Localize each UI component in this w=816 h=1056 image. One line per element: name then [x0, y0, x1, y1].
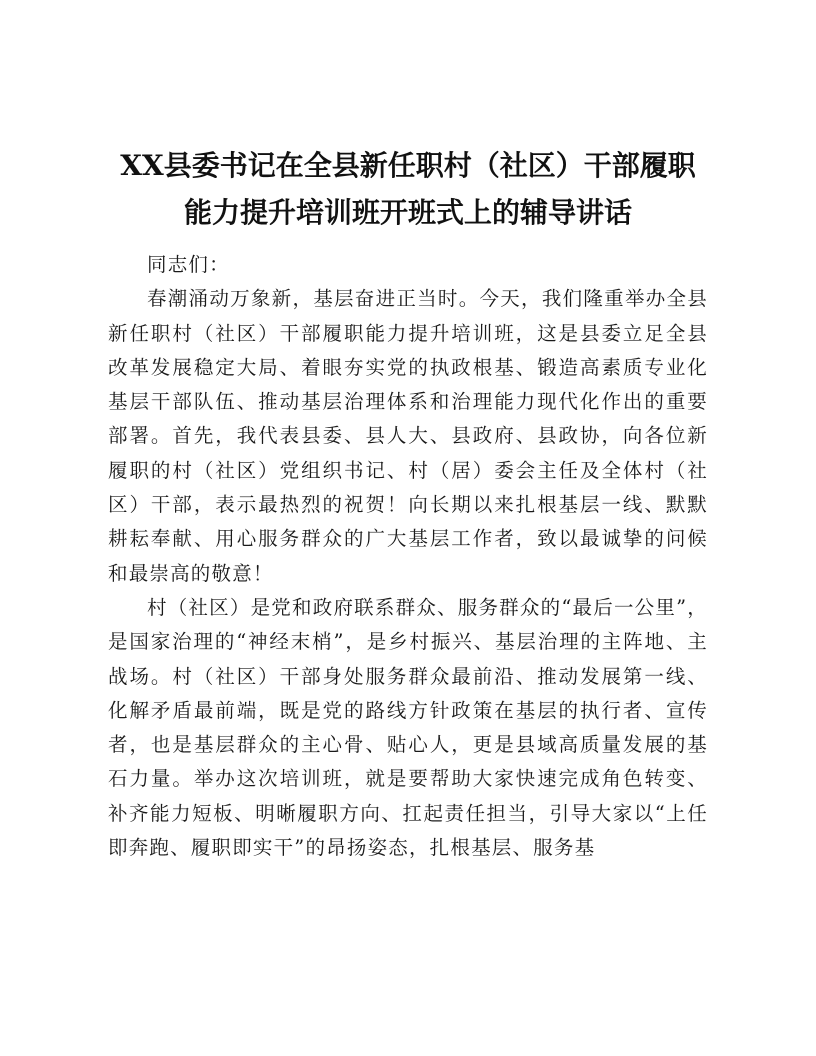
paragraph-1: 春潮涌动万象新，基层奋进正当时。今天，我们隆重举办全县新任职村（社区）干部履职能力提升培训班，这是县委立足全县改革发展稳定大局、着眼夯实党的执政根基、锻造高素质专业化基层干部队伍、推动基层治理体系和治理能力现代化作出的重要部署。首先，我代表县委、县人大、县政府、县政协，向各位新履职的村（社区）党组织书记、村（居）委会主任及全体村（社区）干部，表示最热烈的祝贺！向长期以来扎根基层一线、默默耕耘奉献、用心服务群众的广大基层工作者，致以最诚挚的问候和最崇高的敬意！: [108, 287, 708, 585]
page-title: [96, 142, 720, 236]
title-line-2: 能力提升培训班开班式上的辅导讲话: [183, 196, 632, 229]
document-body: [108, 248, 708, 865]
title-line-1: XX县委书记在全县新任职村（社区）干部履职: [120, 149, 696, 182]
paragraph-2: 村（社区）是党和政府联系群众、服务群众的“最后一公里”，是国家治理的“神经末梢”，是乡村振兴、基层治理的主阵地、主战场。村（社区）干部身处服务群众最前沿、推动发展第一线、化解矛盾最前端，既是党的路线方针政策在基层的执行者、宣传者，也是基层群众的主心骨、贴心人，更是县域高质量发展的基石力量。举办这次培训班，就是要帮助大家快速完成角色转变、补齐能力短板、明晰履职方向、扛起责任担当，引导大家以“上任即奔跑、履职即实干”的昂扬姿态，扎根基层、服务基: [108, 595, 708, 860]
greeting: 同志们：: [147, 253, 230, 276]
